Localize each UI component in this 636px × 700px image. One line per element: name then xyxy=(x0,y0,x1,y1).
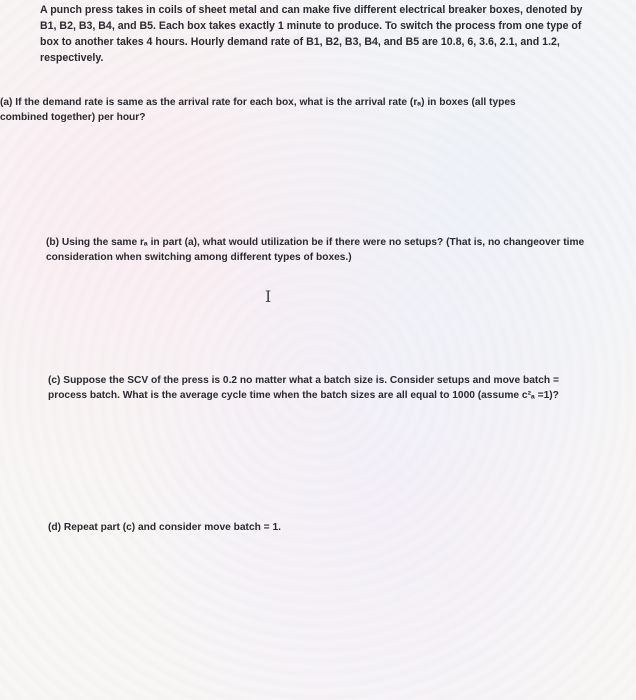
question-c: (c) Suppose the SCV of the press is 0.2 no matter what a batch size is. Consider setups and move batch = process batch. What is the average cycle time when the batch sizes are all equal to 1000 (assume c²ₐ =1)? xyxy=(48,375,559,401)
question-d: (d) Repeat part (c) and consider move batch = 1. xyxy=(48,522,281,533)
text-cursor-icon: I xyxy=(265,287,272,306)
question-a: (a) If the demand rate is same as the arrival rate for each box, what is the arrival rate (rₐ) in boxes (all types combined together) per hour? xyxy=(0,97,516,123)
question-b: (b) Using the same rₐ in part (a), what would utilization be if there were no setups? (That is, no changeover time consideration when switching among different types of boxes.) xyxy=(46,237,585,263)
problem-statement: A punch press takes in coils of sheet metal and can make five different electrical breaker boxes, denoted by B1, B2, B3, B4, and B5. Each box takes exactly 1 minute to produce. To switch the process from one type of box to another takes 4 hours. Hourly demand rate of B1, B2, B3, B4, and B5 are 10.8, 6, 3.6, 2.1, and 1.2, respectively. xyxy=(40,4,583,64)
